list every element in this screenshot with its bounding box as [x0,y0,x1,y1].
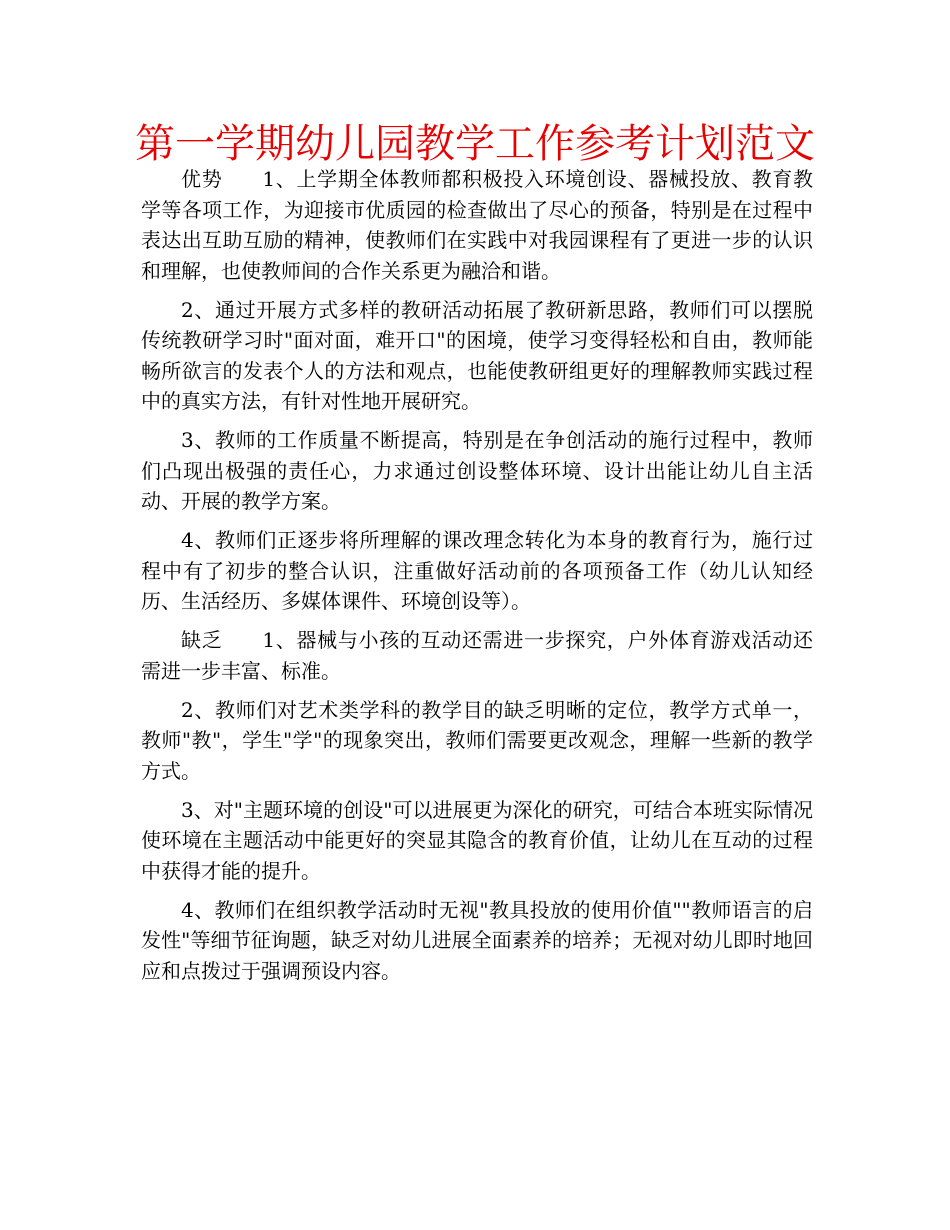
paragraph-text: 3、对"主题环境的创设"可以进展更为深化的研究，可结合本班实际情况使环境在主题活动中能更好的突显其隐含的教育价值，让幼儿在互动的过程中获得才能的提升。 [141,797,813,883]
document-body [141,164,813,995]
paragraph-text: 3、教师的工作质量不断提高，特别是在争创活动的施行过程中，教师们凸现出极强的责任心，力求通过创设整体环境、设计出能让幼儿自主活动、开展的教学方案。 [141,428,813,513]
paragraph [141,625,813,686]
paragraph-text: 4、教师们正逐步将所理解的课改理念转化为本身的教育行为，施行过程中有了初步的整合认识，注重做好活动前的各项预备工作（幼儿认知经历、生活经历、多媒体课件、环境创设等）。 [141,528,813,613]
paragraph-text: 2、教师们对艺术类学科的教学目的缺乏明晰的定位，教学方式单一，教师"教"，学生"学"的现象突出，教师们需要更改观念，理解一些新的教学方式。 [141,697,813,783]
paragraph [141,164,813,286]
paragraph-text: 2、通过开展方式多样的教研活动拓展了教研新思路，教师们可以摆脱传统教研学习时"面对面，难开口"的困境，使学习变得轻松和自由，教师能畅所欲言的发表个人的方法和观点，也能使教研组更好的理解教师实践过程中的真实方法，有针对性地开展研究。 [141,297,813,413]
paragraph [141,295,813,417]
paragraph [141,695,813,787]
paragraph [141,895,813,987]
paragraph [141,425,813,517]
paragraph-text: 1、上学期全体教师都积极投入环境创设、器械投放、教育教学等各项工作，为迎接市优质园的检查做出了尽心的预备，特别是在过程中表达出互助互励的精神，使教师们在实践中对我园课程有了更进一步的认识和理解，也使教师间的合作关系更为融洽和谐。 [141,167,814,283]
paragraph [141,525,813,617]
section-heading-weaknesses: 缺乏 [181,628,223,652]
document-title: 第一学期幼儿园教学工作参考计划范文 [135,121,815,167]
paragraph [141,795,813,887]
section-heading-strengths: 优势 [181,167,223,191]
paragraph-text: 1、器械与小孩的互动还需进一步探究，户外体育游戏活动还需进一步丰富、标准。 [141,628,814,683]
paragraph-text: 4、教师们在组织教学活动时无视"教具投放的使用价值""教师语言的启发性"等细节征询题，缺乏对幼儿进展全面素养的培养；无视对幼儿即时地回应和点拨过于强调预设内容。 [141,897,813,983]
